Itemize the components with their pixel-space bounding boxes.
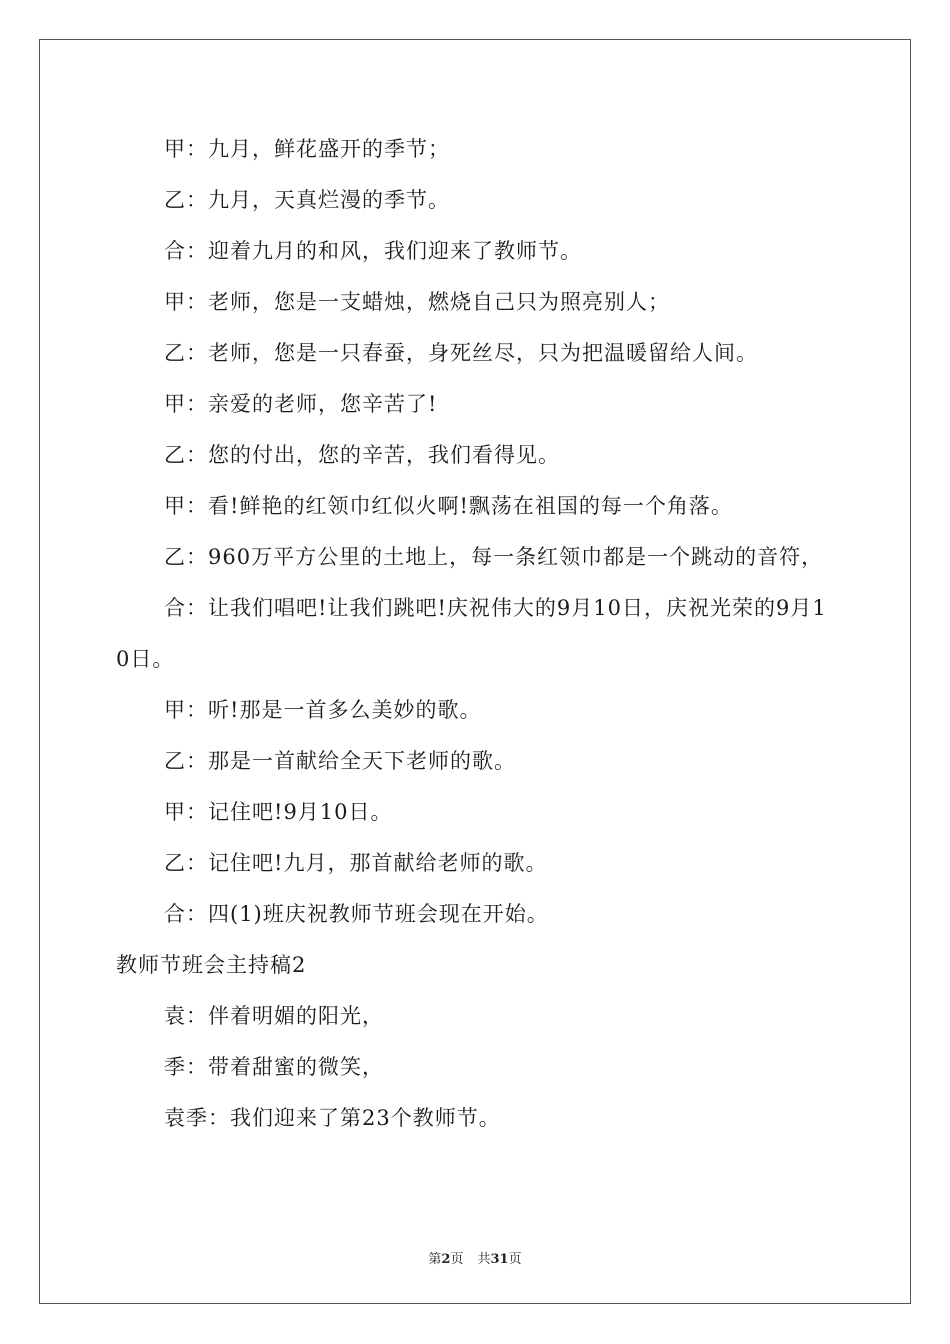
paragraph-15: 合：四(1)班庆祝教师节班会现在开始。 — [164, 902, 549, 926]
page-suffix: 页 — [450, 1252, 464, 1267]
paragraph-17: 季：带着甜蜜的微笑， — [164, 1055, 384, 1079]
page-prefix: 第 — [428, 1252, 442, 1267]
paragraph-13: 甲：记住吧!9月10日。 — [164, 800, 393, 824]
paragraph-5: 乙：老师，您是一只春蚕，身死丝尽，只为把温暖留给人间。 — [164, 341, 758, 365]
paragraph-12: 乙：那是一首献给全天下老师的歌。 — [164, 749, 516, 773]
paragraph-2: 乙：九月，天真烂漫的季节。 — [164, 188, 450, 212]
section-heading: 教师节班会主持稿2 — [116, 953, 307, 977]
paragraph-16: 袁：伴着明媚的阳光， — [164, 1004, 384, 1028]
paragraph-8: 甲：看!鲜艳的红领巾红似火啊!飘荡在祖国的每一个角落。 — [164, 494, 733, 518]
paragraph-4: 甲：老师，您是一支蜡烛，燃烧自己只为照亮别人； — [164, 290, 670, 314]
paragraph-10: 合：让我们唱吧!让我们跳吧!庆祝伟大的9月10日，庆祝光荣的9月10日。 — [116, 596, 827, 671]
paragraph-1: 甲：九月，鲜花盛开的季节； — [164, 137, 450, 161]
paragraph-9: 乙：960万平方公里的土地上，每一条红领巾都是一个跳动的音符， — [164, 545, 824, 569]
paragraph-14: 乙：记住吧!九月，那首献给老师的歌。 — [164, 851, 548, 875]
page-footer — [0, 1248, 950, 1267]
total-suffix: 页 — [508, 1252, 522, 1267]
paragraph-3: 合：迎着九月的和风，我们迎来了教师节。 — [164, 239, 582, 263]
page-number: 2 — [441, 1252, 451, 1267]
paragraph-7: 乙：您的付出，您的辛苦，我们看得见。 — [164, 443, 560, 467]
paragraph-18: 袁季：我们迎来了第23个教师节。 — [164, 1106, 501, 1130]
paragraph-6: 甲：亲爱的老师，您辛苦了! — [164, 392, 438, 416]
total-pages: 31 — [490, 1252, 509, 1267]
document-body — [116, 124, 834, 1144]
total-prefix: 共 — [477, 1252, 491, 1267]
paragraph-11: 甲：听!那是一首多么美妙的歌。 — [164, 698, 482, 722]
